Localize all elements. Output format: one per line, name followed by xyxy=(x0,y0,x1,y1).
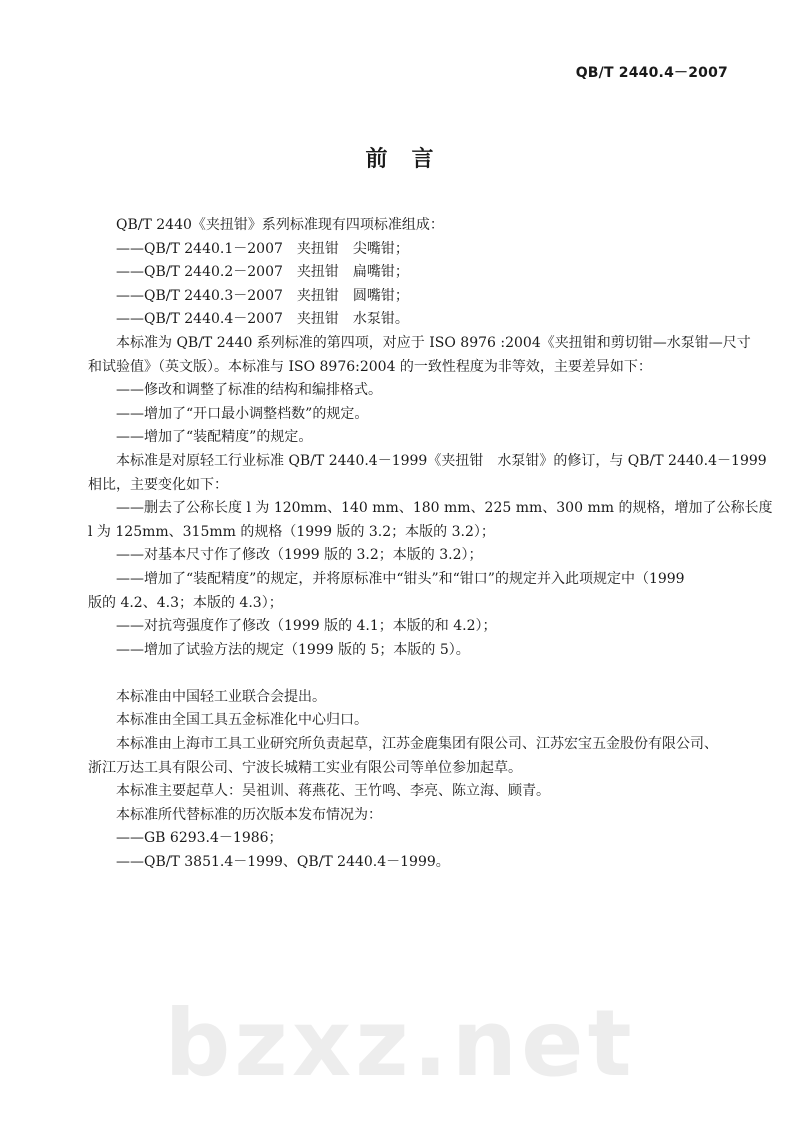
body-line: ——QB/T 2440.3－2007 夹扭钳 圆嘴钳； xyxy=(116,287,409,304)
watermark: bzxz.net xyxy=(164,990,636,1097)
foreword-body xyxy=(88,214,773,875)
body-line: 本标准由全国工具五金标准化中心归口。 xyxy=(116,712,368,729)
body-line: 相比，主要变化如下： xyxy=(88,476,228,493)
body-line: 本标准由上海市工具工业研究所负责起草，江苏金鹿集团有限公司、江苏宏宝五金股份有限公司、 xyxy=(116,736,718,753)
body-line: 本标准为 QB/T 2440 系列标准的第四项，对应于 ISO 8976 :2004《夹扭钳和剪切钳—水泵钳—尺寸 xyxy=(116,334,751,351)
body-line: QB/T 2440《夹扭钳》系列标准现有四项标准组成： xyxy=(116,217,444,233)
body-line: 本标准是对原轻工行业标准 QB/T 2440.4－1999《夹扭钳 水泵钳》的修订，与 QB/T 2440.4－1999 xyxy=(116,452,767,469)
body-line: 和试验值》（英文版）。本标准与 ISO 8976:2004 的一致性程度为非等效，主要差异如下： xyxy=(88,358,652,375)
body-line: ——修改和调整了标准的结构和编排格式。 xyxy=(116,382,382,399)
body-line: ——GB 6293.4－1986； xyxy=(116,830,283,847)
body-line: ——增加了“开口最小调整档数”的规定。 xyxy=(116,405,369,422)
body-line: ——增加了试验方法的规定（1999 版的 5；本版的 5）。 xyxy=(116,641,470,658)
standard-code: QB/T 2440.4－2007 xyxy=(575,65,728,81)
body-line: ——对基本尺寸作了修改（1999 版的 3.2；本版的 3.2）； xyxy=(116,547,483,564)
body-line: ——QB/T 2440.2－2007 夹扭钳 扁嘴钳； xyxy=(116,264,409,281)
body-line: ——QB/T 2440.4－2007 夹扭钳 水泵钳。 xyxy=(116,311,409,328)
body-line: 本标准主要起草人：吴祖训、蒋燕花、王竹鸣、李亮、陈立海、顾青。 xyxy=(116,783,550,800)
body-line: 本标准由中国轻工业联合会提出。 xyxy=(116,688,326,705)
body-line: ——QB/T 3851.4－1999、QB/T 2440.4－1999。 xyxy=(116,854,450,871)
body-line: ——增加了“装配精度”的规定，并将原标准中“钳头”和“钳口”的规定并入此项规定中（1999 xyxy=(116,570,685,587)
paragraph-gap xyxy=(116,662,734,686)
body-line: ——增加了“装配精度”的规定。 xyxy=(116,429,313,446)
body-line: 浙江万达工具有限公司、宁波长城精工实业有限公司等单位参加起草。 xyxy=(88,759,522,776)
body-line: 本标准所代替标准的历次版本发布情况为： xyxy=(116,806,382,823)
body-line: ——删去了公称长度 l 为 120mm、140 mm、180 mm、225 mm、300 mm 的规格，增加了公称长度 xyxy=(116,500,773,517)
body-line: ——QB/T 2440.1－2007 夹扭钳 尖嘴钳； xyxy=(116,240,409,257)
page-title: 前 言 xyxy=(365,146,435,172)
body-line: l 为 125mm、315mm 的规格（1999 版的 3.2；本版的 3.2）； xyxy=(88,523,495,540)
body-line: ——对抗弯强度作了修改（1999 版的 4.1；本版的和 4.2）； xyxy=(116,618,497,635)
body-line: 版的 4.2、4.3；本版的 4.3）； xyxy=(88,594,283,611)
